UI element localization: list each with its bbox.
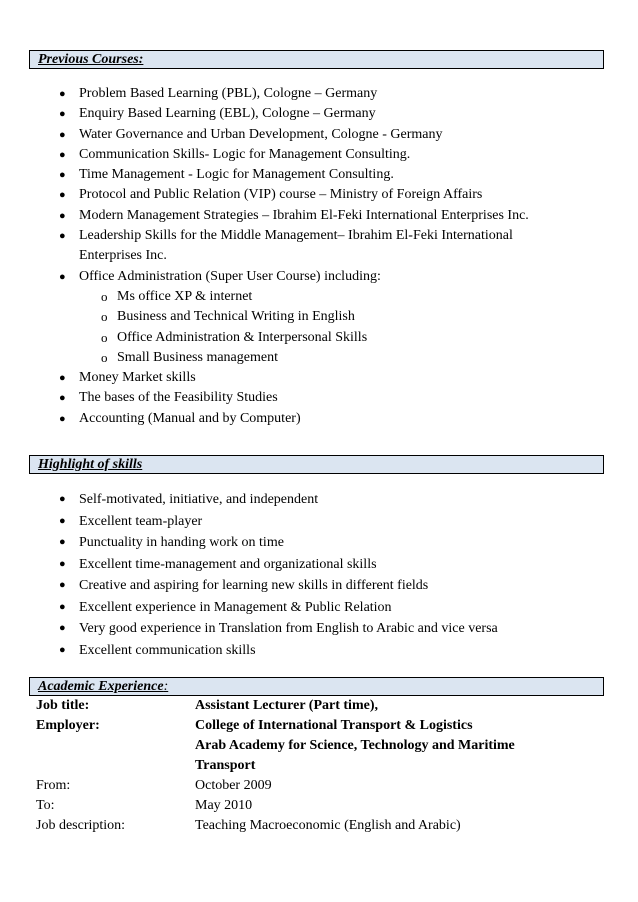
bullet-icon: ●	[59, 128, 66, 141]
skills-header	[29, 455, 604, 474]
to-value: May 2010	[195, 798, 253, 813]
bullet-icon: ●	[59, 108, 66, 121]
circle-bullet-icon: o	[101, 288, 108, 304]
job-title-value: Assistant Lecturer (Part time),	[195, 698, 378, 713]
academic-experience-header: Academic Experience:	[29, 677, 604, 696]
academic-experience-title: Academic Experience	[38, 679, 164, 694]
list-item: ● Time Management - Logic for Management Consulting.	[0, 165, 559, 185]
sub-list-item: o Ms office XP & internet	[0, 287, 597, 307]
bullet-icon: ●	[59, 600, 66, 613]
skills-list	[0, 489, 638, 661]
bullet-icon: ●	[59, 230, 66, 243]
list-item: ● Water Governance and Urban Development, Cologne - Germany	[0, 125, 559, 145]
list-item: ● Enquiry Based Learning (EBL), Cologne – Germany	[0, 104, 559, 124]
bullet-icon: ●	[59, 579, 66, 591]
previous-courses-title: Previous Courses:	[38, 52, 144, 67]
bullet-icon: ●	[59, 148, 66, 161]
list-item: ● Punctuality in handing work on time	[0, 532, 559, 554]
bullet-icon: ●	[59, 514, 66, 527]
bullet-icon: ●	[59, 536, 66, 548]
list-item: ● Office Administration (Super User Course) including:	[0, 267, 559, 287]
employer-label: Employer:	[36, 718, 100, 733]
sub-list-item: o Small Business management	[0, 348, 597, 368]
job-description-label: Job description:	[36, 818, 126, 833]
bullet-icon: ●	[59, 372, 66, 385]
bullet-icon: ●	[59, 622, 66, 634]
bullet-icon: ●	[59, 392, 66, 405]
bullet-icon: ●	[59, 412, 66, 425]
skills-title: Highlight of skills	[38, 457, 143, 472]
bullet-icon: ●	[59, 270, 66, 283]
list-item-continuation: Enterprises Inc.	[79, 248, 167, 264]
to-label: To:	[36, 798, 55, 813]
previous-courses-list	[0, 84, 638, 429]
list-item: ● Leadership Skills for the Middle Management– Ibrahim El-Feki International	[0, 226, 599, 246]
circle-bullet-icon: o	[101, 309, 108, 325]
list-item: ● Self-motivated, initiative, and independent	[0, 489, 559, 511]
employer-value: College of International Transport & Logistics	[195, 718, 473, 733]
job-description-value: Teaching Macroeconomic (English and Arabic)	[195, 818, 461, 833]
list-item: ● Modern Management Strategies – Ibrahim El-Feki International Enterprises Inc.	[0, 206, 599, 226]
list-item: ● Very good experience in Translation from English to Arabic and vice versa	[0, 618, 599, 640]
bullet-icon: ●	[59, 493, 66, 505]
list-item: ● Excellent communication skills	[0, 640, 559, 662]
list-item: ● Protocol and Public Relation (VIP) course – Ministry of Foreign Affairs	[0, 185, 559, 205]
list-item: ● Money Market skills	[0, 368, 559, 388]
list-item: ● The bases of the Feasibility Studies	[0, 388, 559, 408]
circle-bullet-icon: o	[101, 329, 108, 345]
list-item: ● Accounting (Manual and by Computer)	[0, 409, 559, 429]
bullet-icon: ●	[59, 557, 66, 570]
bullet-icon: ●	[59, 189, 66, 202]
sub-list-item: o Business and Technical Writing in English	[0, 307, 597, 327]
sub-list-item: o Office Administration & Interpersonal Skills	[0, 328, 597, 348]
from-value: October 2009	[195, 778, 272, 793]
list-item: ● Excellent experience in Management & Public Relation	[0, 597, 559, 619]
list-item: ● Problem Based Learning (PBL), Cologne – Germany	[0, 84, 559, 104]
from-label: From:	[36, 778, 71, 793]
bullet-icon: ●	[59, 209, 66, 222]
list-item: ● Creative and aspiring for learning new skills in different fields	[0, 575, 559, 597]
circle-bullet-icon: o	[101, 349, 108, 365]
list-item: ● Excellent team-player	[0, 511, 559, 533]
job-title-label: Job title:	[36, 698, 90, 713]
bullet-icon: ●	[59, 88, 66, 100]
bullet-icon: ●	[59, 169, 66, 182]
bullet-icon: ●	[59, 643, 66, 656]
employer-value-line3: Transport	[195, 758, 256, 773]
list-item: ● Excellent time-management and organizational skills	[0, 554, 559, 576]
previous-courses-header	[29, 50, 604, 69]
list-item: ● Communication Skills- Logic for Management Consulting.	[0, 145, 559, 165]
employer-value-line2: Arab Academy for Science, Technology and Maritime	[195, 738, 515, 753]
